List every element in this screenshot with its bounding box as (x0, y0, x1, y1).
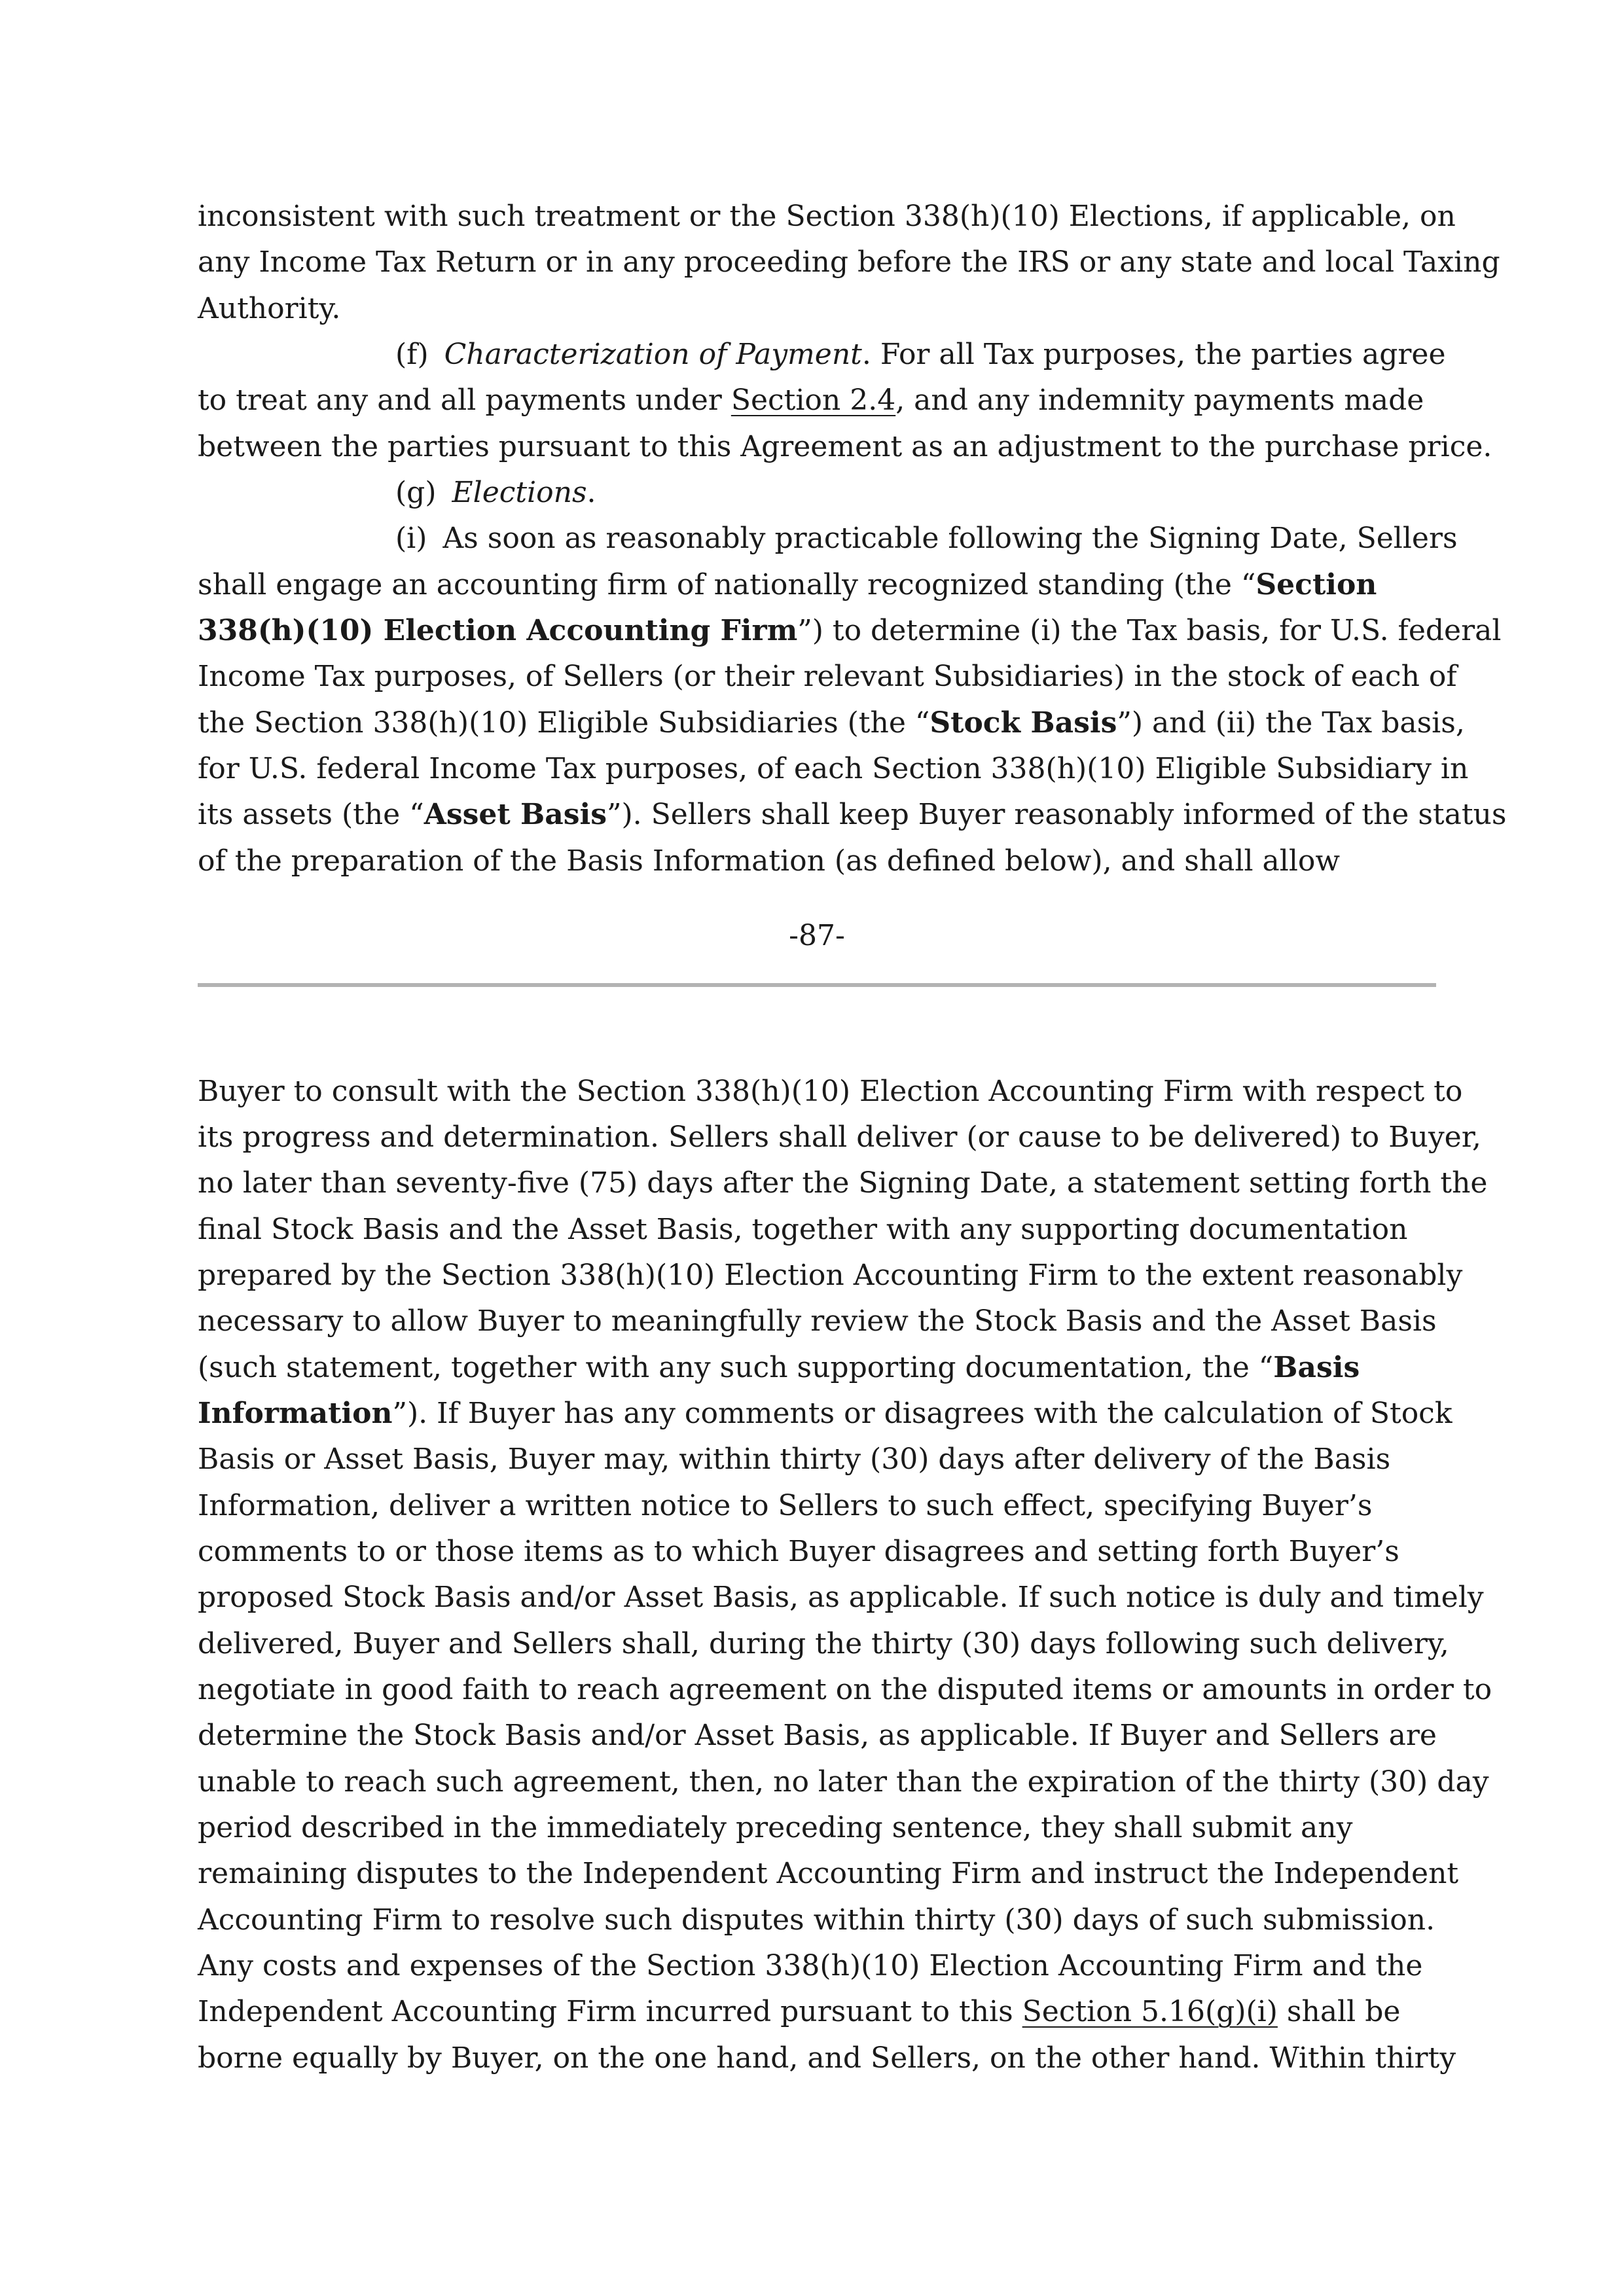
body-line (198, 378, 1424, 423)
body-text: . For all Tax purposes, the parties agree (861, 338, 1446, 371)
subsection-f-heading-line (395, 332, 1446, 378)
body-line: unable to reach such agreement, then, no later than the expiration of the thirty (30) day (198, 1765, 1489, 1799)
body-text: . (586, 476, 596, 509)
body-line: Information, deliver a written notice to Sellers to such effect, specifying Buyer’s (198, 1489, 1373, 1522)
body-line: Basis or Asset Basis, Buyer may, within thirty (30) days after delivery of the Basis (198, 1443, 1391, 1476)
body-line: necessary to allow Buyer to meaningfully review the Stock Basis and the Asset Basis (198, 1304, 1437, 1338)
body-line: inconsistent with such treatment or the Section 338(h)(10) Elections, if applicable, on (198, 200, 1456, 233)
body-line (198, 1989, 1400, 2035)
body-line: prepared by the Section 338(h)(10) Election Accounting Firm to the extent reasonably (198, 1259, 1463, 1292)
body-text: shall be (1277, 1995, 1401, 2028)
body-line: delivered, Buyer and Sellers shall, during the thirty (30) days following such delivery, (198, 1627, 1449, 1660)
body-text: ”) to determine (i) the Tax basis, for U.S. federal (797, 614, 1502, 647)
defined-term: Section (1255, 568, 1377, 601)
body-line: borne equally by Buyer, on the one hand, and Sellers, on the other hand. Within thirty (198, 2041, 1456, 2075)
subsection-heading: Characterization of Payment (444, 338, 862, 371)
defined-term: 338(h)(10) Election Accounting Firm (198, 614, 798, 647)
body-text: its assets (the “ (198, 798, 424, 831)
body-line: any Income Tax Return or in any proceeding before the IRS or any state and local Taxing (198, 245, 1500, 279)
body-text: ”) and (ii) the Tax basis, (1117, 706, 1465, 740)
body-line: of the preparation of the Basis Information (as defined below), and shall allow (198, 844, 1341, 878)
body-line (198, 1391, 1452, 1437)
subsection-g-heading-line (395, 470, 596, 516)
body-line: between the parties pursuant to this Agreement as an adjustment to the purchase price. (198, 430, 1492, 463)
subsection-marker: (g) (395, 476, 437, 509)
body-text: to treat any and all payments under (198, 384, 731, 417)
body-line: Accounting Firm to resolve such disputes within thirty (30) days of such submission. (198, 1903, 1435, 1937)
defined-term: Basis (1273, 1351, 1360, 1384)
subsection-heading: Elections (452, 476, 587, 509)
defined-term: Stock Basis (929, 706, 1117, 740)
body-text: shall engage an accounting firm of nationally recognized standing (the “ (198, 568, 1256, 601)
body-text: ”). Sellers shall keep Buyer reasonably informed of the status (607, 798, 1507, 831)
subsection-marker: (f) (395, 338, 429, 371)
body-line: comments to or those items as to which Buyer disagrees and setting forth Buyer’s (198, 1535, 1399, 1568)
section-reference-link[interactable]: Section 5.16(g)(i) (1022, 1995, 1278, 2028)
body-text: As soon as reasonably practicable following the Signing Date, Sellers (442, 522, 1458, 555)
clause-i-first-line (395, 516, 1458, 562)
body-line: proposed Stock Basis and/or Asset Basis, as applicable. If such notice is duly and timely (198, 1581, 1484, 1614)
body-text: , and any indemnity payments made (895, 384, 1424, 417)
section-reference-link[interactable]: Section 2.4 (731, 384, 896, 417)
body-text: the Section 338(h)(10) Eligible Subsidiaries (the “ (198, 706, 930, 740)
body-line: Authority. (198, 292, 341, 325)
clause-marker: (i) (395, 522, 427, 555)
body-text: ”). If Buyer has any comments or disagrees with the calculation of Stock (392, 1397, 1453, 1430)
body-line: Income Tax purposes, of Sellers (or their relevant Subsidiaries) in the stock of each of (198, 660, 1457, 693)
body-line: for U.S. federal Income Tax purposes, of each Section 338(h)(10) Eligible Subsidiary in (198, 752, 1469, 785)
body-line: determine the Stock Basis and/or Asset Basis, as applicable. If Buyer and Sellers are (198, 1719, 1437, 1752)
body-line: no later than seventy-five (75) days after the Signing Date, a statement setting forth the (198, 1166, 1488, 1200)
body-line: Buyer to consult with the Section 338(h)(10) Election Accounting Firm with respect to (198, 1075, 1463, 1108)
body-line: period described in the immediately preceding sentence, they shall submit any (198, 1811, 1353, 1844)
body-text: Independent Accounting Firm incurred pursuant to this (198, 1995, 1022, 2028)
body-line (198, 562, 1377, 608)
body-line: final Stock Basis and the Asset Basis, together with any supporting documentation (198, 1213, 1408, 1246)
defined-term: Information (198, 1397, 393, 1430)
body-line: negotiate in good faith to reach agreement on the disputed items or amounts in order to (198, 1673, 1492, 1706)
body-line (198, 792, 1506, 838)
body-line: Any costs and expenses of the Section 338(h)(10) Election Accounting Firm and the (198, 1949, 1423, 1982)
body-line: its progress and determination. Sellers shall deliver (or cause to be delivered) to Buyer, (198, 1121, 1481, 1154)
body-line (198, 608, 1501, 654)
page-number: -87- (789, 919, 845, 952)
body-line (198, 700, 1465, 746)
page-divider (198, 983, 1436, 987)
defined-term: Asset Basis (424, 798, 607, 831)
body-text: (such statement, together with any such supporting documentation, the “ (198, 1351, 1274, 1384)
body-line: remaining disputes to the Independent Accounting Firm and instruct the Independent (198, 1857, 1459, 1890)
body-line (198, 1345, 1360, 1391)
